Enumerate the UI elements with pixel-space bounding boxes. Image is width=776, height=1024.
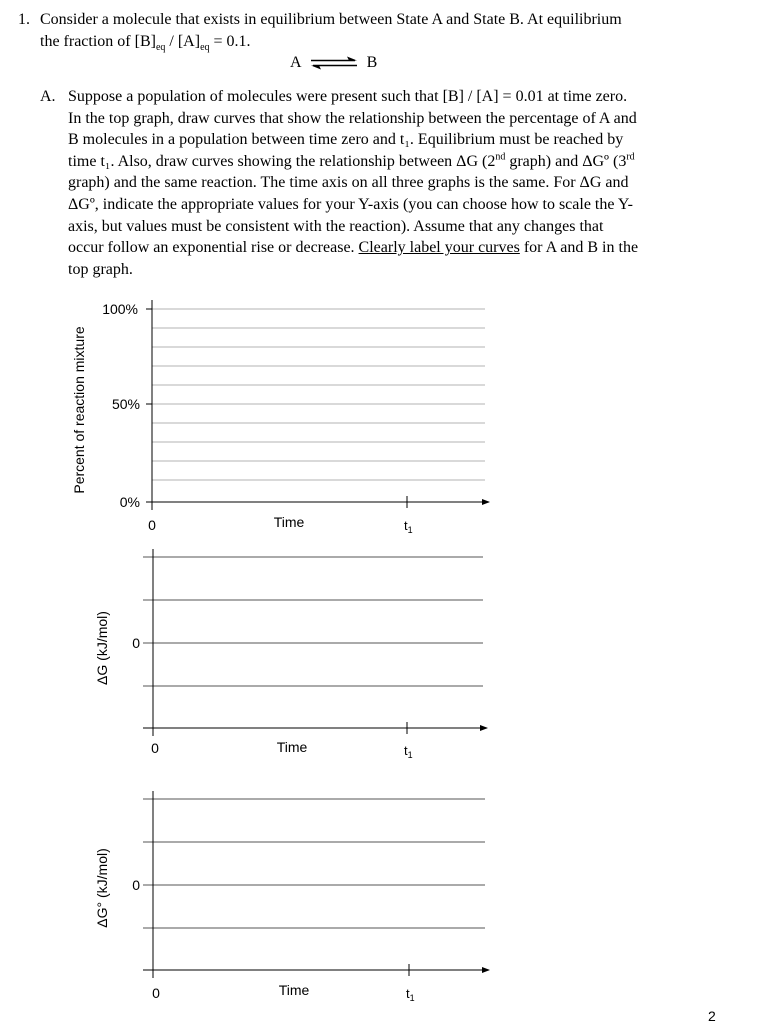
part-a-letter: A. [40,88,56,105]
graph-delta-g-x-zero: 0 [151,740,159,756]
graph-percent-x-label: Time [273,514,305,530]
graph-percent-x-zero: 0 [148,517,156,533]
graph-percent-tick-100: 100% [102,301,138,317]
reaction-species-a: A [290,54,301,71]
question-number: 1. [18,11,30,28]
part-a-line: top graph. [68,260,133,278]
graph-delta-g-standard-tick-zero: 0 [132,877,140,893]
graph-delta-g-standard [94,791,489,1003]
part-a-line: occur follow an exponential rise or decrease. Clearly label your curves for A and B in the [68,239,639,257]
clearly-label-underlined: Clearly label your curves [358,239,520,257]
graph-delta-g [94,549,487,760]
reaction-species-b: B [366,54,378,71]
part-a-line: graph) and the same reaction. The time axis on all three graphs is the same. For ΔG and [68,174,629,192]
part-a-line: time t₁. Also, draw curves showing the relationship between ΔG (2nd graph) and ΔGº (3rd [68,151,635,170]
graph-delta-g-standard-x-zero: 0 [152,985,160,1001]
graph-delta-g-x-label: Time [276,739,308,755]
graph-delta-g-standard-x-label: Time [278,982,310,998]
graph-delta-g-tick-zero: 0 [132,635,140,651]
part-a-line: In the top graph, draw curves that show the relationship between the percentage of A and [68,109,637,127]
graph-delta-g-gridlines [143,557,483,686]
part-a-line: Suppose a population of molecules were present such that [B] / [A] = 0.01 at time zero. [68,88,628,105]
graph-delta-g-x-t1: $t_1$ [404,743,413,760]
graph-percent-gridlines [152,309,485,480]
graph-percent [71,300,489,535]
graph-delta-g-standard-y-label: ΔG° (kJ/mol) [94,848,110,928]
graph-delta-g-standard-x-t1: $t_1$ [406,986,415,1003]
graph-percent-tick-50: 50% [111,396,140,412]
graph-delta-g-standard-gridlines [143,799,485,928]
graph-percent-y-label: Percent of reaction mixture [71,326,87,494]
part-a-line: axis, but values must be consistent with the reaction). Assume that any changes that [68,217,604,235]
page-number: 2 [708,1008,716,1024]
graph-delta-g-y-label: ΔG (kJ/mol) [94,611,110,685]
part-a-line: B molecules in a population between time zero and t₁. Equilibrium must be reached by [68,131,624,149]
part-a-line: ΔGº, indicate the appropriate values for your Y-axis (you can choose how to scale the Y- [68,195,633,213]
question-line-2: the fraction of $[B]_{eq} / [A]_{eq} = 0.1$. [40,33,251,54]
graph-percent-tick-0: 0% [119,494,140,510]
question-line-1: Consider a molecule that exists in equilibrium between State A and State B. At equilibrium [40,11,622,28]
graph-percent-x-t1: $t_1$ [404,518,413,535]
